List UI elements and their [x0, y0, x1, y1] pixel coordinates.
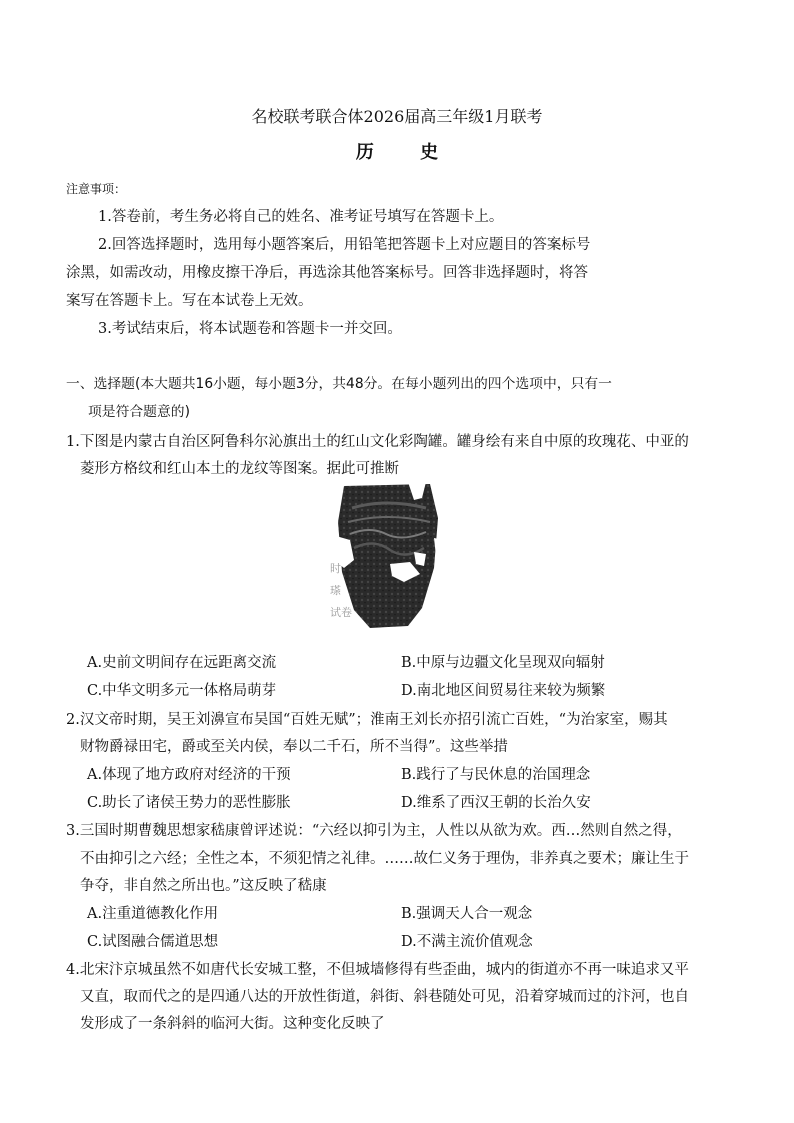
question-1-stem: 1.下图是内蒙古自治区阿鲁科尔沁旗出土的红山文化彩陶罐。罐身绘有来自中原的玫瑰花、中亚的 — [66, 434, 689, 450]
question-1-option-a[interactable]: A.史前文明间存在远距离交流 — [87, 655, 277, 671]
question-1-option-d[interactable]: D.南北地区间贸易往来较为频繁 — [401, 683, 606, 699]
question-2-option-d[interactable]: D.维系了西汉王朝的长治久安 — [401, 795, 591, 811]
question-3-stem: 不由抑引之六经；全性之本，不须犯情之礼律。……故仁义务于理伪，非养真之要术；廉让生于 — [80, 851, 689, 867]
notice-heading: 注意事项： — [66, 182, 127, 196]
question-2-option-c[interactable]: C.助长了诸侯王势力的恶性膨胀 — [87, 795, 291, 811]
section-heading: 一、选择题(本大题共16小题，每小题3分，共48分。在每小题列出的四个选项中，只有一 — [66, 376, 612, 392]
question-1-option-b[interactable]: B.中原与边疆文化呈现双向辐射 — [401, 655, 605, 671]
section-heading-cont: 项是符合题意的) — [88, 404, 190, 420]
question-3-stem: 3.三国时期曹魏思想家嵇康曾评述说：“六经以抑引为主，人性以从欲为欢。西…然则自然之得， — [66, 823, 682, 839]
question-4-stem: 又直，取而代之的是四通八达的开放性街道，斜街、斜巷随处可见，沿着穿城而过的汴河，也自 — [80, 989, 689, 1005]
question-1-stem: 菱形方格纹和红山本土的龙纹等图案。据此可推断 — [80, 461, 399, 477]
question-3-option-a[interactable]: A.注重道德教化作用 — [87, 906, 219, 922]
question-3-option-c[interactable]: C.试图融合儒道思想 — [87, 934, 219, 950]
question-3-option-d[interactable]: D.不满主流价值观念 — [401, 934, 533, 950]
question-2-stem: 2.汉文帝时期，吴王刘濞宣布吴国“百姓无赋”；淮南王刘长亦招引流亡百姓，“为治家室，赐其 — [66, 712, 668, 728]
exam-title: 名校联考联合体2026届高三年级1月联考 — [251, 107, 543, 126]
question-4-stem: 发形成了一条斜斜的临河大街。这种变化反映了 — [80, 1016, 385, 1032]
notice-item: 案写在答题卡上。写在本试卷上无效。 — [66, 293, 313, 309]
notice-item: 1.答卷前，考生务必将自己的姓名、准考证号填写在答题卡上。 — [98, 209, 504, 225]
question-4-stem: 4.北宋汴京城虽然不如唐代长安城工整，不但城墙修得有些歪曲，城内的街道亦不再一味追求又平 — [66, 962, 689, 978]
subject-title: 历 史 — [355, 142, 459, 163]
notice-item: 涂黑，如需改动，用橡皮擦干净后，再选涂其他答案标号。回答非选择题时，将答 — [66, 265, 588, 281]
question-3-option-b[interactable]: B.强调天人合一观念 — [401, 906, 533, 922]
painted-pottery-jar-image — [330, 478, 444, 630]
question-1-option-c[interactable]: C.中华文明多元一体格局萌芽 — [87, 683, 277, 699]
image-watermark: 时 瑹 试卷 — [330, 562, 352, 619]
question-3-stem: 争夺，非自然之所出也。”这反映了嵇康 — [80, 878, 327, 894]
question-2-option-b[interactable]: B.践行了与民休息的治国理念 — [401, 767, 591, 783]
notice-item: 3.考试结束后，将本试题卷和答题卡一并交回。 — [98, 321, 402, 337]
notice-item: 2.回答选择题时，选用每小题答案后，用铅笔把答题卡上对应题目的答案标号 — [98, 237, 591, 253]
question-2-stem: 财物爵禄田宅，爵或至关内侯，奉以二千石，所不当得”。这些举措 — [80, 739, 508, 755]
question-2-option-a[interactable]: A.体现了地方政府对经济的干预 — [87, 767, 291, 783]
